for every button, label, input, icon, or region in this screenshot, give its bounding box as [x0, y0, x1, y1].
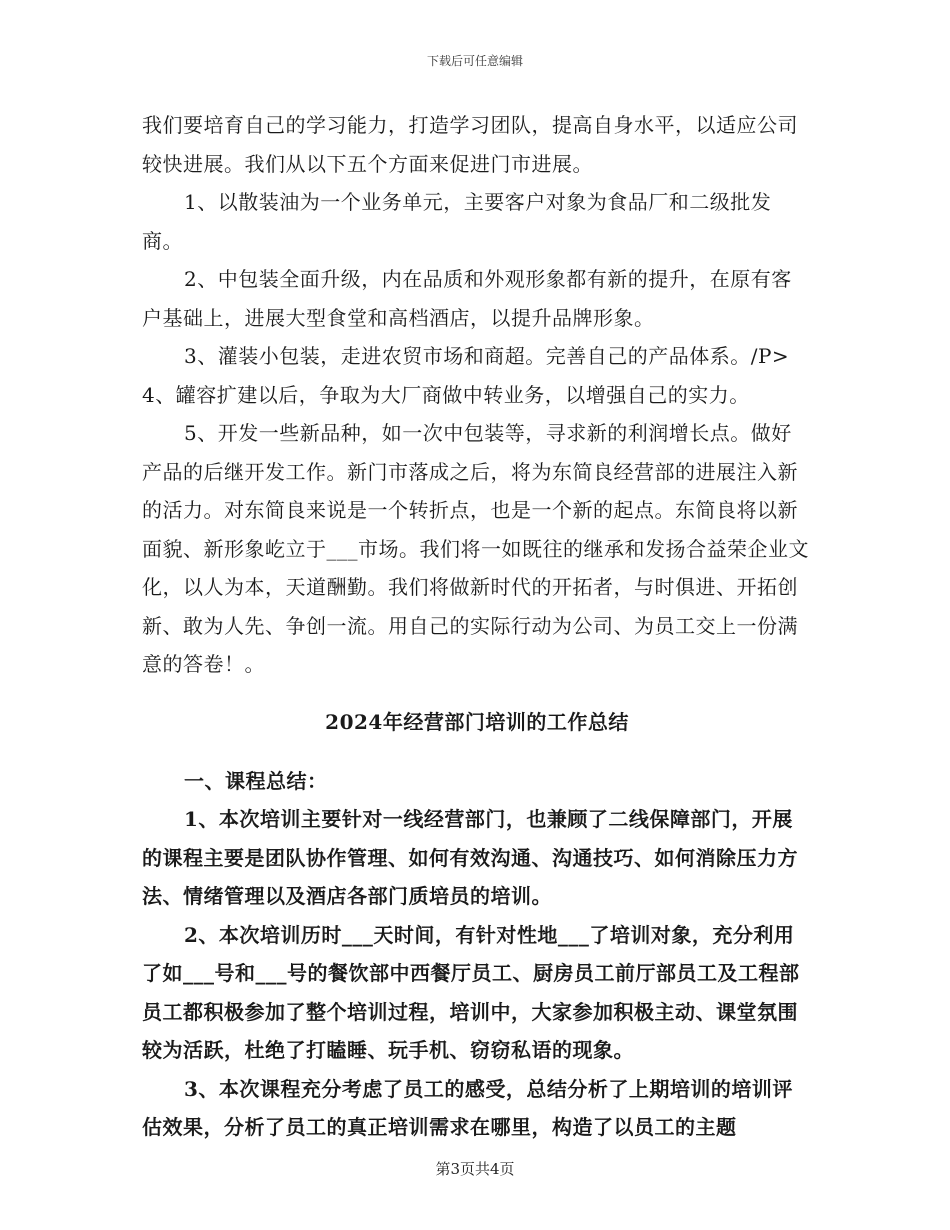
document-body	[142, 106, 812, 1147]
section-paragraph: 3、本次课程充分考虑了员工的感受，总结分析了上期培训的培训评估效果，分析了员工的真正培训需求在哪里，构造了以员工的主题	[142, 1076, 793, 1139]
section-paragraph: 1、本次培训主要针对一线经营部门，也兼顾了二线保障部门，开展的课程主要是团队协作管理、如何有效沟通、沟通技巧、如何消除压力方法、情绪管理以及酒店各部门质培员的培训。	[142, 807, 798, 908]
body-paragraph: 我们要培育自己的学习能力，打造学习团队，提高自身水平，以适应公司较快进展。我们从以下五个方面来促进门市进展。	[142, 113, 798, 176]
section-paragraph: 2、本次培训历时___天时间，有针对性地___了培训对象，充分利用了如___号和___号的餐饮部中西餐厅员工、厨房员工前厅部员工及工程部员工都积极参加了整个培训过程，培训中，大家参加积极主动、课堂氛围较为活跃，杜绝了打瞌睡、玩手机、窃窃私语的现象。	[142, 922, 800, 1062]
page-header: 下载后可任意编辑	[426, 54, 523, 68]
body-paragraph: 2、中包装全面升级，内在品质和外观形象都有新的提升，在原有客户基础上，进展大型食堂和高档酒店，以提升品牌形象。	[142, 267, 792, 330]
body-paragraph: 3、灌装小包装，走进农贸市场和商超。完善自己的产品体系。/P>4、罐容扩建以后，争取为大厂商做中转业务，以增强自己的实力。	[142, 344, 790, 407]
section-title: 2024年经营部门培训的工作总结	[325, 709, 629, 734]
body-paragraph: 1、以散装油为一个业务单元，主要客户对象为食品厂和二级批发商。	[142, 190, 772, 253]
page-footer: 第3页共4页	[435, 1160, 515, 1178]
section-heading: 一、课程总结：	[184, 768, 328, 793]
body-paragraph: 5、开发一些新品种，如一次中包装等，寻求新的利润增长点。做好产品的后继开发工作。新门市落成之后，将为东简良经营部的进展注入新的活力。对东简良来说是一个转折点，也是一个新的起点。东简良将以新面貌、新形象屹立于___市场。我们将一如既往的继承和发扬合益荣企业文化，以人为本，天道酬勤。我们将做新时代的开拓者，与时俱进、开拓创新、敢为人先、争创一流。用自己的实际行动为公司、为员工交上一份满意的答卷！。	[142, 421, 809, 676]
